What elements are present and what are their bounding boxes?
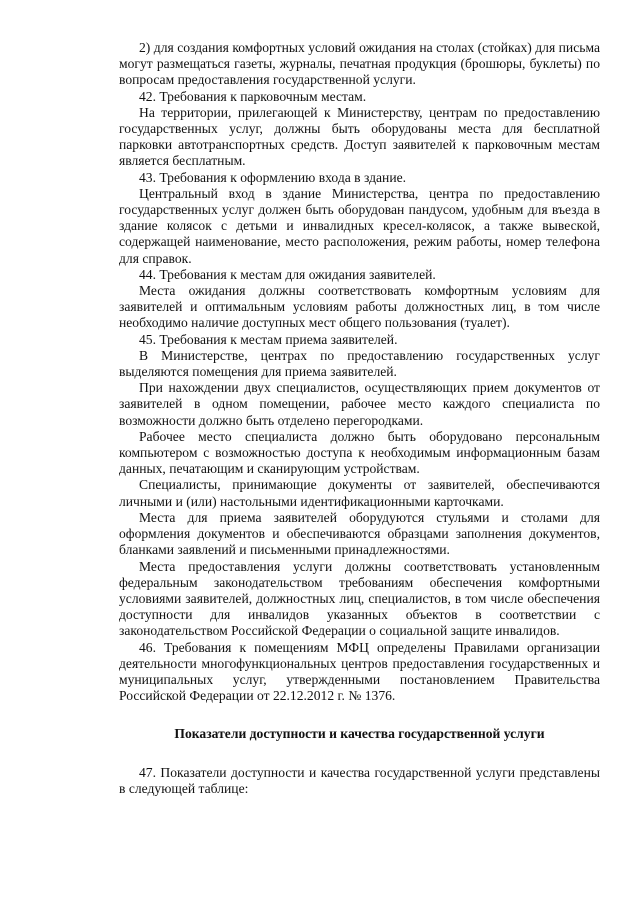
paragraph-item-43-title: 43. Требования к оформлению входа в здание. bbox=[139, 169, 407, 185]
paragraph-parking: На территории, прилегающей к Министерству, центрам по предоставлению государственных услуг, должны быть оборудованы места для бесплатной парковки автотранспортных средств. Доступ заявителей к парковочным местам является бесплатным. bbox=[119, 104, 600, 169]
paragraph-waiting-places: Места ожидания должны соответствовать комфортным условиям для заявителей и оптимальным условиям работы должностных лиц, в том числе необходимо наличие доступных мест общего пользования (туалет). bbox=[119, 283, 600, 331]
paragraph-two-specialists: При нахождении двух специалистов, осуществляющих прием документов от заявителей в одном помещении, рабочее место каждого специалиста по возможности должно быть отделено перегородками. bbox=[119, 380, 600, 428]
paragraph-workplace-equipment: Рабочее место специалиста должно быть оборудовано персональным компьютером с возможностью доступа к необходимым информационным базам данных, печатающим и сканирующим устройствам. bbox=[119, 428, 600, 477]
paragraph-comfort-conditions: 2) для создания комфортных условий ожидания на столах (стойках) для письма могут размещаться газеты, журналы, печатная продукция (брошюры, буклеты) по вопросам предоставления государственной услуги. bbox=[119, 40, 600, 88]
paragraph-accessibility: Места предоставления услуги должны соответствовать установленным федеральным законодательством требованиям обеспечения комфортными условиями заявителей, должностных лиц, специалистов, в том числе обеспечения доступности для инвалидов указанных объектов в соответствии с законодательством Российской Федерации о социальной защите инвалидов. bbox=[119, 558, 600, 639]
paragraph-furniture: Места для приема заявителей оборудуются стульями и столами для оформления документов и обеспечиваются образцами заполнения документов, бланками заявлений и письменными принадлежностями. bbox=[119, 509, 600, 558]
paragraph-reception-rooms: В Министерстве, центрах по предоставлению государственных услуг выделяются помещения для приема заявителей. bbox=[119, 347, 600, 380]
paragraph-item-45-title: 45. Требования к местам приема заявителей. bbox=[139, 331, 398, 347]
paragraph-item-46: 46. Требования к помещениям МФЦ определены Правилами организации деятельности многофункциональных центров предоставления государственных и муниципальных услуг, утвержденными постановлением Правительства Российской Федерации от 22.12.2012 г. № 1376. bbox=[119, 639, 600, 704]
paragraph-id-cards: Специалисты, принимающие документы от заявителей, обеспечиваются личными и (или) настольными идентификационными карточками. bbox=[119, 477, 600, 509]
paragraph-item-42-title: 42. Требования к парковочным местам. bbox=[139, 88, 367, 104]
paragraph-item-44-title: 44. Требования к местам для ожидания заявителей. bbox=[139, 266, 436, 282]
paragraph-item-47: 47. Показатели доступности и качества государственной услуги представлены в следующей таблице: bbox=[119, 764, 600, 796]
paragraph-entrance: Центральный вход в здание Министерства, центра по предоставлению государственных услуг должен быть оборудован пандусом, удобным для въезда в здание колясок с детьми и инвалидных кресел-колясок, а также вывеской, содержащей наименование, место расположения, режим работы, номер телефона для справок. bbox=[119, 185, 600, 266]
section-heading: Показатели доступности и качества государственной услуги bbox=[174, 726, 545, 742]
